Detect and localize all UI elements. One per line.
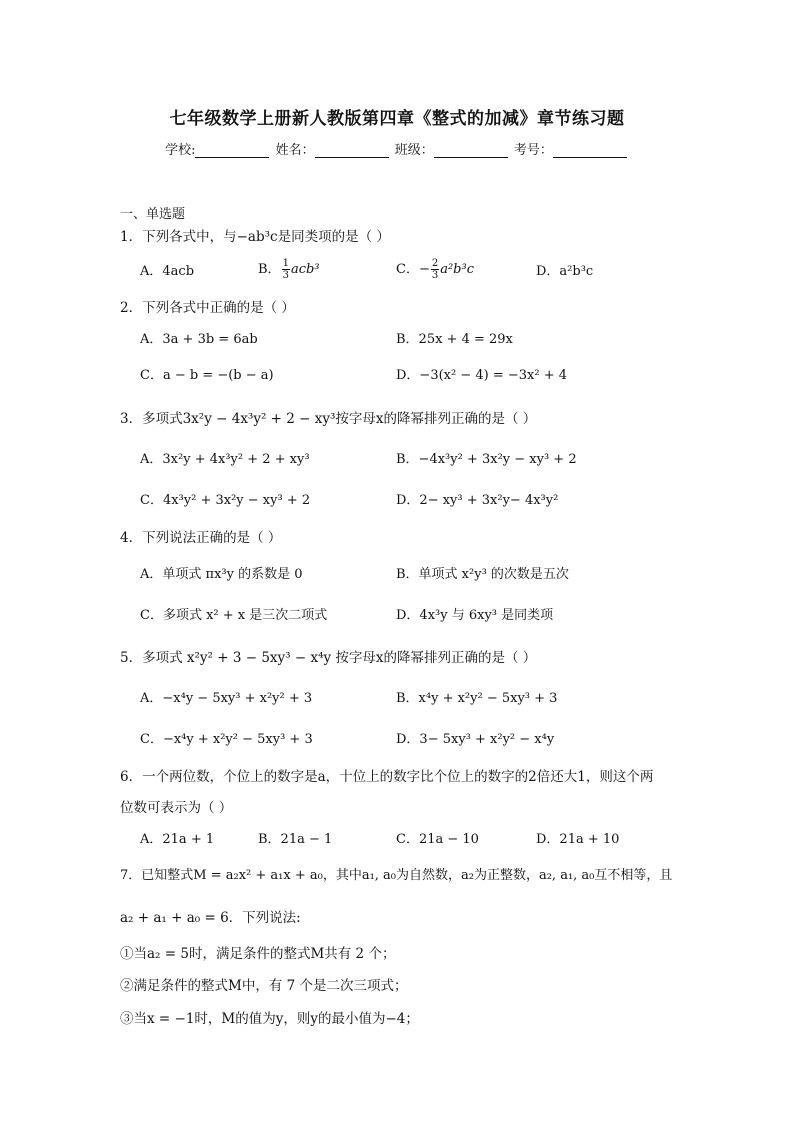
question-7-statement-2: ②满足条件的整式M中，有 7 个是二次三项式； (120, 978, 408, 994)
question-1-option-b (258, 258, 320, 281)
question-2-option-b: B．25x + 4 = 29x (396, 332, 513, 347)
section-heading: 一、单选题 (120, 207, 186, 222)
page-title: 七年级数学上册新人教版第四章《整式的加减》章节练习题 (169, 109, 625, 129)
question-7-stem-line-1: 7．已知整式M = a₂x² + a₁x + a₀，其中a₁, a₀为自然数，a₂为正整数，a₂, a₁, a₀互不相等，且 (120, 868, 673, 883)
question-7-stem-line-2: a₂ + a₁ + a₀ = 6．下列说法: (120, 910, 301, 926)
number-label: 考号： (513, 143, 553, 158)
question-5-option-a: A．−x⁴y − 5xy³ + x²y² + 3 (140, 691, 313, 706)
question-5-option-c: C．−x⁴y + x²y² − 5xy³ + 3 (140, 732, 313, 747)
question-6-option-d: D．21a + 10 (536, 832, 620, 847)
number-blank[interactable] (553, 144, 627, 158)
question-4-option-d: D．4x³y 与 6xy³ 是同类项 (396, 608, 554, 623)
class-blank[interactable] (434, 144, 508, 158)
question-7-statement-1: ①当a₂ = 5时，满足条件的整式M共有 2 个； (120, 946, 396, 962)
question-1-option-a: A．4acb (140, 264, 195, 279)
question-1-option-d: D．a²b³c (536, 264, 594, 279)
fraction-two-thirds (431, 258, 439, 281)
name-label: 姓名： (275, 143, 315, 158)
student-info-line (0, 139, 794, 158)
question-6-option-c: C．21a − 10 (396, 832, 479, 847)
name-blank[interactable] (315, 144, 389, 158)
question-4-option-a: A．单项式 πx³y 的系数是 0 (140, 567, 303, 582)
option-c-expression: a²b³c (440, 262, 474, 277)
question-6-stem-line-2: 位数可表示为（ ） (120, 800, 233, 816)
option-b-label: B． (258, 262, 281, 277)
question-7-statement-3: ③当x = −1时，M的值为y，则y的最小值为−4； (120, 1011, 419, 1027)
question-5-option-d: D．3− 5xy³ + x²y² − x⁴y (396, 732, 555, 747)
option-b-expression: acb³ (290, 262, 320, 277)
question-3-stem: 3．多项式3x²y − 4x³y² + 2 − xy³按字母x的降幂排列正确的是（ ） (120, 411, 537, 427)
question-3-option-c: C．4x³y² + 3x²y − xy³ + 2 (140, 493, 311, 508)
question-5-stem: 5．多项式 x²y² + 3 − 5xy³ − x⁴y 按字母x的降幂排列正确的是（ ） (120, 650, 537, 666)
option-c-label: C．− (396, 262, 430, 277)
fraction-numerator: 1 (282, 258, 289, 269)
question-2-option-a: A．3a + 3b = 6ab (140, 332, 258, 347)
school-blank[interactable] (195, 144, 269, 158)
class-label: 班级： (394, 143, 434, 158)
question-4-option-c: C．多项式 x² + x 是三次二项式 (140, 608, 328, 623)
school-label: 学校: (165, 143, 196, 158)
fraction-numerator: 2 (431, 258, 439, 269)
question-4-stem: 4．下列说法正确的是（ ） (120, 530, 282, 546)
question-2-option-c: C．a − b = −(b − a) (140, 368, 274, 383)
fraction-denominator: 3 (282, 270, 289, 281)
question-6-option-b: B．21a − 1 (258, 832, 333, 847)
question-1-option-c (396, 258, 474, 281)
question-6-stem-line-1: 6．一个两位数，个位上的数字是a，十位上的数字比个位上的数字的2倍还大1，则这个两 (120, 769, 654, 785)
question-6-option-a: A．21a + 1 (140, 832, 215, 847)
question-2-option-d: D．−3(x² − 4) = −3x² + 4 (396, 368, 567, 383)
question-3-option-b: B．−4x³y² + 3x²y − xy³ + 2 (396, 452, 577, 467)
fraction-denominator: 3 (431, 270, 439, 281)
question-4-option-b: B．单项式 x²y³ 的次数是五次 (396, 567, 569, 582)
question-3-option-d: D．2− xy³ + 3x²y− 4x³y² (396, 493, 559, 508)
fraction-one-third (282, 258, 290, 281)
question-1-stem: 1．下列各式中，与−ab³c是同类项的是（ ） (120, 229, 390, 245)
question-3-option-a: A．3x²y + 4x³y² + 2 + xy³ (140, 452, 310, 467)
question-2-stem: 2．下列各式中正确的是（ ） (120, 300, 295, 316)
question-5-option-b: B．x⁴y + x²y² − 5xy³ + 3 (396, 691, 558, 706)
